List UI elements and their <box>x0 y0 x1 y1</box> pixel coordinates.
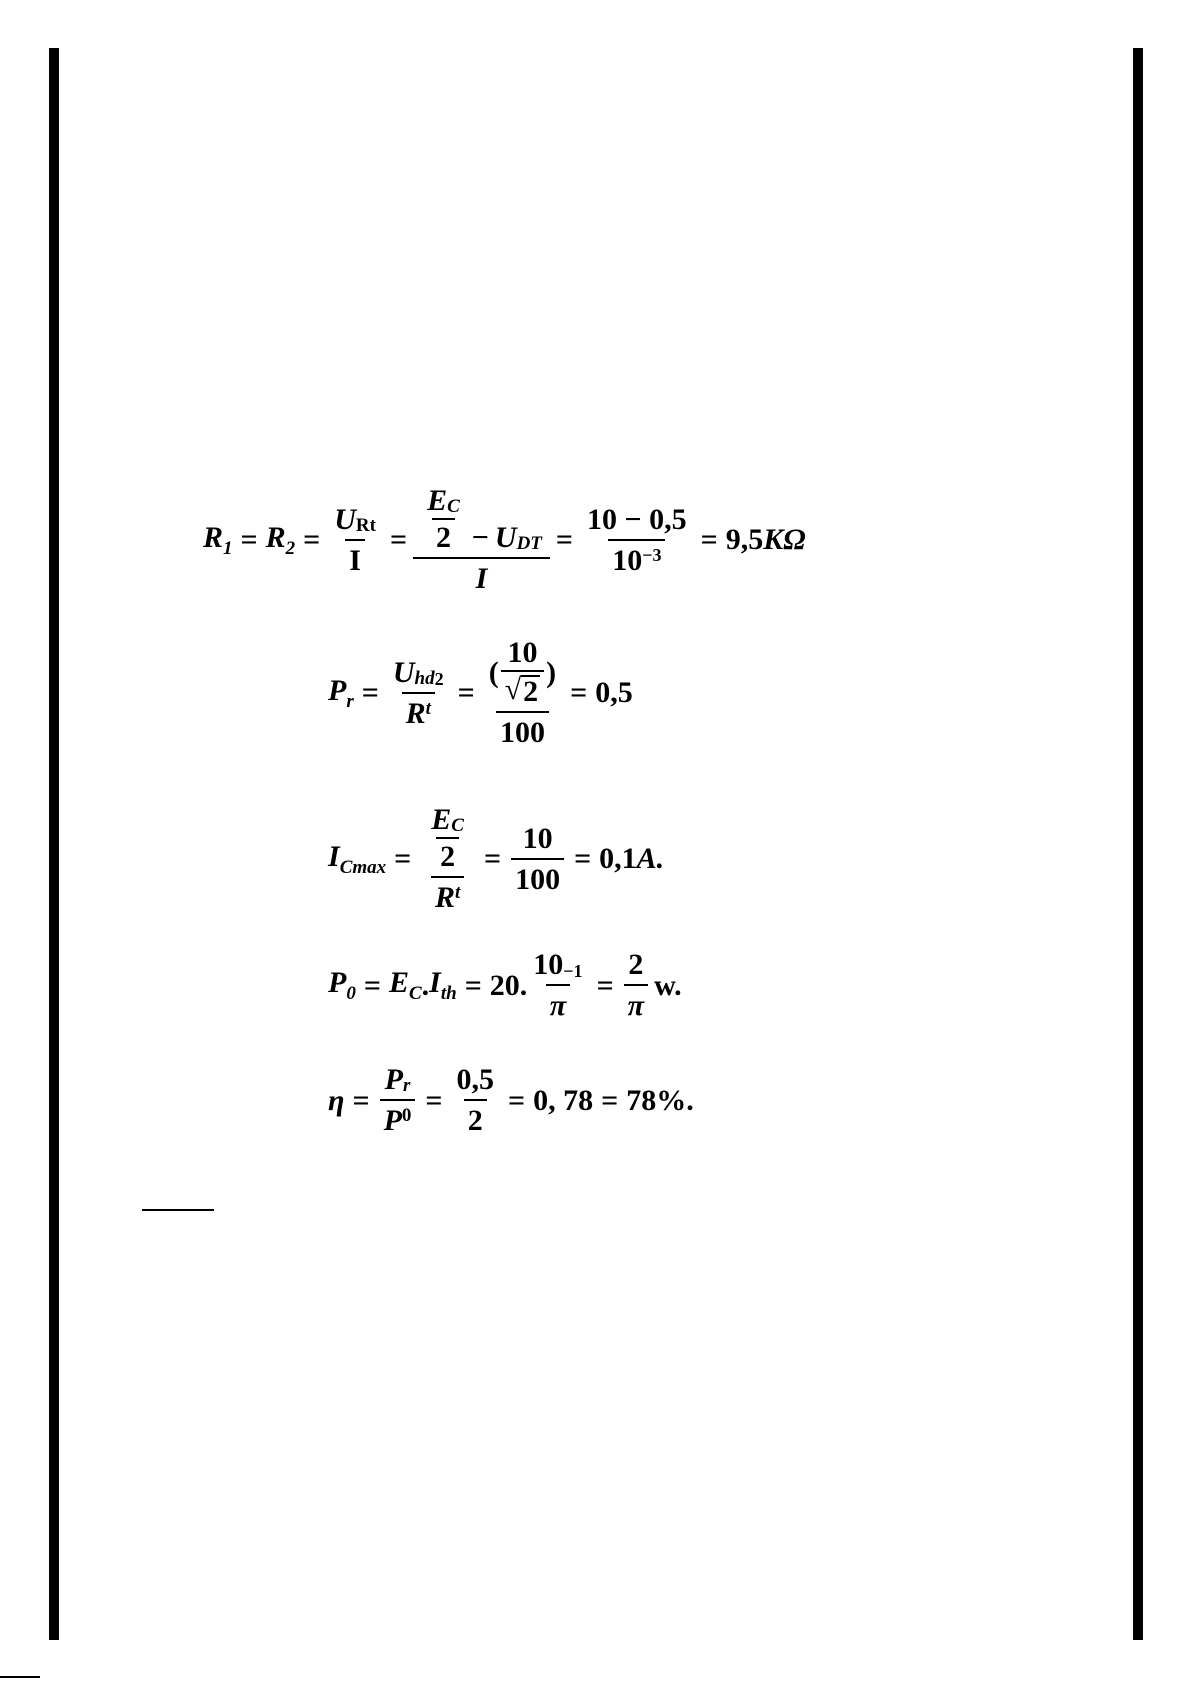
equals-sign: = <box>361 676 379 709</box>
equals-sign: = <box>457 676 475 709</box>
efficiency-equation <box>328 1065 694 1136</box>
equals-sign: = <box>394 842 412 875</box>
right-page-border <box>1133 48 1143 1640</box>
r1-symbol: $R_1$ <box>203 520 233 559</box>
max-current-equation <box>328 805 664 913</box>
square-root-icon: √ <box>504 673 522 706</box>
max-current-result: 0,1 <box>599 842 637 875</box>
ten-over-hundred-fraction: $\frac{10}{100}$ <box>511 824 564 895</box>
equals-sign: = <box>570 676 588 709</box>
bottom-edge-mark <box>0 1676 40 1678</box>
supply-power-unit: w. <box>654 968 682 1002</box>
ec-minus-udt-fraction: E C 2 − U DT I <box>417 486 546 594</box>
numeric-fraction: 10 − 0,5 10 −3 <box>587 502 687 577</box>
equals-sign: = <box>352 1083 370 1117</box>
equals-sign: = <box>483 842 502 875</box>
ten-over-root-two: 10 √ 2 <box>501 638 544 707</box>
half-over-two-fraction: $\frac{0,5}{2}$ <box>456 1063 495 1137</box>
two-over-pi-fraction: $\frac{2}{\pi}$ <box>624 950 648 1021</box>
equals-sign: = <box>425 1083 443 1117</box>
pr-symbol: $P_r$ <box>328 673 354 712</box>
ec-over-two-fraction: E C 2 <box>431 803 464 873</box>
half-ec-over-r-fraction: E C 2 R t <box>421 805 474 913</box>
output-power-result: 0,5 <box>595 676 633 709</box>
left-page-border <box>49 48 59 1640</box>
ten-exp-over-pi-fraction: 10 −1 π <box>533 948 583 1022</box>
max-current-unit: A. <box>636 842 665 875</box>
u-over-i-fraction: U Rt I <box>334 502 376 577</box>
eta-symbol: η <box>328 1083 345 1117</box>
equals-sign: = <box>555 523 574 556</box>
resistor-equation <box>203 486 806 594</box>
twenty-factor: 20. <box>489 968 528 1002</box>
equals-sign: = <box>389 523 408 556</box>
equals-sign: = <box>574 842 592 875</box>
efficiency-percent: 78%. <box>626 1083 694 1117</box>
pr-over-p0-fraction: P r P 0 <box>380 1065 416 1136</box>
ith-symbol: $I_{th}$ <box>429 966 457 1004</box>
equals-sign: = <box>508 1083 526 1117</box>
equals-sign: = <box>596 968 614 1002</box>
resistor-unit: KΩ <box>763 523 806 556</box>
efficiency-decimal: 0, 78 <box>533 1083 594 1117</box>
output-power-equation <box>328 638 633 748</box>
r2-symbol: $R_2$ <box>265 520 296 559</box>
underline-mark <box>142 1209 214 1211</box>
ten-over-root-two-over-hundred-fraction: ( 10 √ 2 ) 100 <box>488 636 557 749</box>
icmax-symbol: $I_{Cmax}$ <box>328 839 387 878</box>
p0-symbol: $P_0$ <box>328 966 356 1004</box>
equals-sign: = <box>303 523 321 556</box>
ec-over-two-fraction: E C 2 <box>427 484 460 554</box>
equals-sign: = <box>464 968 482 1002</box>
equals-sign: = <box>700 523 718 556</box>
equals-sign: = <box>240 523 258 556</box>
supply-power-equation: $P_0$ = $E_C$ . $I_{th}$ = 20. 10 −1 π = $\frac{2}{\pi}$ w. <box>328 948 682 1022</box>
ec-symbol: $E_C$ <box>388 966 422 1004</box>
equals-sign: = <box>363 968 381 1002</box>
resistor-result: 9,5 <box>725 523 764 556</box>
u-squared-over-r-fraction: U hd 2 R t <box>392 655 444 730</box>
equals-sign: = <box>601 1083 619 1117</box>
